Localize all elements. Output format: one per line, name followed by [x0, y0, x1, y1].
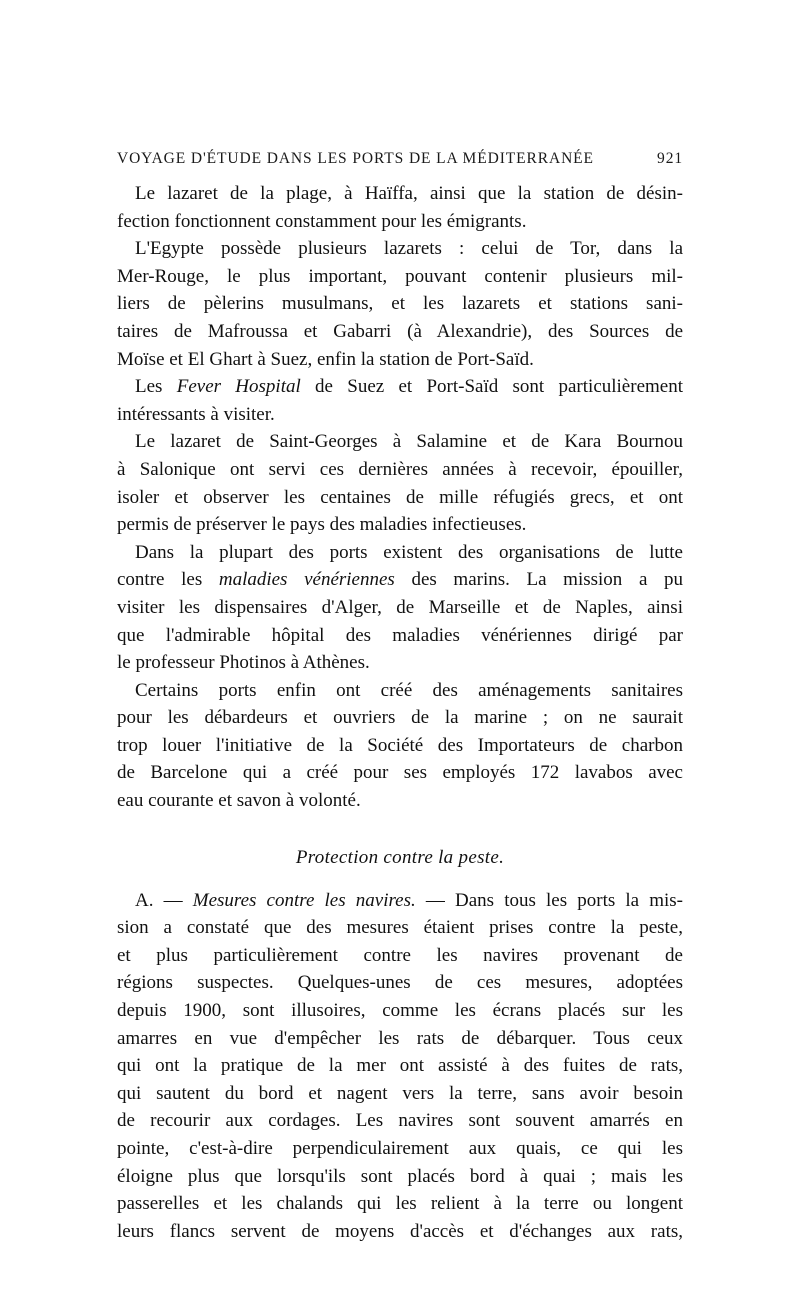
- text-fragment: des marins. La mission a pu: [394, 569, 684, 591]
- text-line: intéressants à visiter.: [117, 403, 275, 425]
- text-line: fection fonctionnent constamment pour les émigrants.: [117, 210, 527, 232]
- page-number: 921: [657, 150, 683, 167]
- text-fragment: de Suez et Port-Saïd sont particulièrement: [300, 376, 683, 398]
- text-line: eau courante et savon à volonté.: [117, 790, 361, 812]
- text-line: Le lazaret de Saint-Georges à Salamine et de Kara Bournou: [135, 431, 683, 453]
- text-line: le professeur Photinos à Athènes.: [117, 652, 370, 674]
- text-fragment: contre les: [117, 569, 219, 591]
- paragraph-lead: A. —: [135, 889, 183, 911]
- text-line: Certains ports enfin ont créé des aménagements sanitaires: [135, 679, 683, 701]
- text-line: leurs flancs servent de moyens d'accès et d'échanges aux rats,: [117, 1220, 683, 1242]
- text-line: depuis 1900, sont illusoires, comme les écrans placés sur les: [117, 1000, 683, 1022]
- text-line: que l'admirable hôpital des maladies vénériennes dirigé par: [117, 624, 683, 646]
- text-line: trop louer l'initiative de la Société des Importateurs de charbon: [117, 734, 683, 756]
- text-line: liers de pèlerins musulmans, et les lazarets et stations sani-: [117, 293, 683, 315]
- text-line: qui sautent du bord et nagent vers la terre, sans avoir besoin: [117, 1082, 683, 1104]
- text-line: isoler et observer les centaines de mille réfugiés grecs, et ont: [117, 486, 683, 508]
- text-line: régions suspectes. Quelques-unes de ces mesures, adoptées: [117, 972, 683, 994]
- text-line-with-italic: [117, 887, 683, 915]
- text-line: Le lazaret de la plage, à Haïffa, ainsi que la station de désin-: [135, 183, 683, 204]
- text-line: de recourir aux cordages. Les navires sont souvent amarrés en: [117, 1110, 683, 1132]
- text-line: taires de Mafroussa et Gabarri (à Alexandrie), des Sources de: [117, 320, 683, 342]
- text-line: à Salonique ont servi ces dernières années à recevoir, épouiller,: [117, 458, 683, 480]
- text-line: de Barcelone qui a créé pour ses employés 172 lavabos avec: [117, 762, 683, 784]
- section-spacer: [117, 815, 683, 835]
- text-fragment: — Dans tous les ports la mis-: [415, 889, 683, 911]
- italic-phrase: Fever Hospital: [176, 376, 301, 398]
- text-line: visiter les dispensaires d'Alger, de Marseille et de Naples, ainsi: [117, 596, 683, 618]
- section-heading: Protection contre la peste.: [295, 846, 505, 868]
- text-line: et plus particulièrement contre les navires provenant de: [117, 944, 683, 966]
- text-line: permis de préserver le pays des maladies infectieuses.: [117, 514, 527, 536]
- text-line: Mer-Rouge, le plus important, pouvant contenir plusieurs mil-: [117, 265, 683, 287]
- text-line: passerelles et les chalands qui les relient à la terre ou longent: [117, 1193, 683, 1215]
- text-line: éloigne plus que lorsqu'ils sont placés bord à quai ; mais les: [117, 1165, 683, 1187]
- text-line: qui ont la pratique de la mer ont assisté à des fuites de rats,: [117, 1055, 683, 1077]
- text-line: sion a constaté que des mesures étaient prises contre la peste,: [117, 917, 683, 939]
- text-line-with-italic: [117, 373, 683, 401]
- text-line: Moïse et El Ghart à Suez, enfin la station de Port-Saïd.: [117, 348, 534, 370]
- text-line: L'Egypte possède plusieurs lazarets : celui de Tor, dans la: [135, 238, 683, 260]
- running-header: [117, 150, 683, 168]
- body-text: [117, 180, 683, 1245]
- text-line-with-italic: [117, 566, 683, 594]
- text-line: pointe, c'est-à-dire perpendiculairement aux quais, ce qui les: [117, 1138, 683, 1159]
- text-line: pour les débardeurs et ouvriers de la marine ; on ne saurait: [117, 707, 683, 729]
- text-fragment: Les: [135, 376, 177, 398]
- text-line: amarres en vue d'empêcher les rats de débarquer. Tous ceux: [117, 1027, 683, 1049]
- italic-phrase: maladies vénériennes: [218, 569, 395, 591]
- italic-phrase: Mesures contre les navires.: [192, 889, 416, 911]
- text-line: Dans la plupart des ports existent des organisations de lutte: [135, 541, 683, 563]
- running-title: VOYAGE D'ÉTUDE DANS LES PORTS DE LA MÉDITERRANÉE: [117, 150, 594, 167]
